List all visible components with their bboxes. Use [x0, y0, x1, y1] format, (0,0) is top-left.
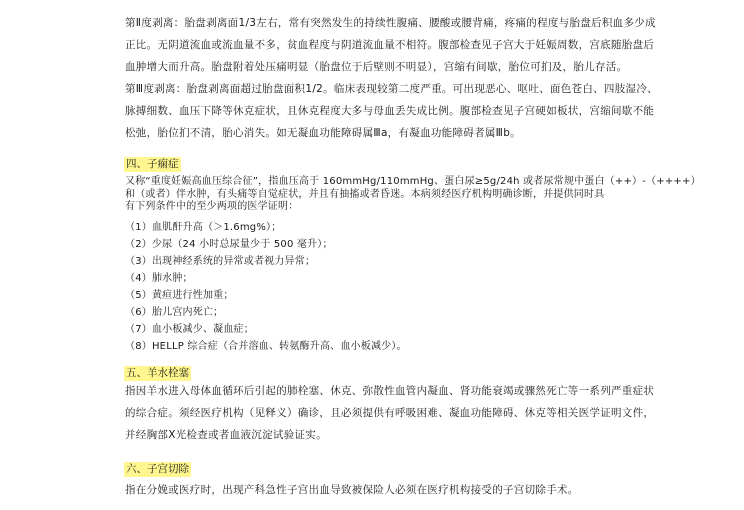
- eclampsia-criteria-list: [125, 219, 725, 355]
- criteria-item-5: （5）黄疸进行性加重；: [125, 290, 234, 301]
- stage2-paragraph: [125, 12, 725, 78]
- amniotic-embolism-paragraph: [125, 380, 725, 446]
- eclampsia-intro-line-2: 和（或者）伴水肿，有头痛等自觉症状，并且有抽搐或者昏迷。本病须经医疗机构明确诊断，并提供同时具: [125, 188, 605, 200]
- stage3-line-1: 第Ⅲ度剥离：胎盘剥离面超过胎盘面积1/2。临床表现较第二度严重。可出现恶心、呕吐、面色苍白、四肢湿冷、: [125, 83, 658, 95]
- criteria-item-8: （8）HELLP 综合症（合并溶血、转氨酶升高、血小板减少）。: [125, 341, 407, 352]
- stage2-line-1: 第Ⅱ度剥离：胎盘剥离面1/3左右，常有突然发生的持续性腹痛、腰酸或腰背痛，疼痛的程度与胎盘后积血多少成: [125, 17, 656, 29]
- criteria-item-3: （3）出现神经系统的异常或者视力异常；: [125, 256, 316, 267]
- hysterectomy-heading: 六、子宫切除: [126, 463, 189, 475]
- amniotic-line-2: 的综合症。须经医疗机构（见释义）确诊，且必须提供有呼吸困难、凝血功能障碍、休克等相关医学证明文件，: [125, 407, 655, 419]
- criteria-item-6: （6）胎儿宫内死亡；: [125, 307, 224, 318]
- stage2-line-3: 血肿增大而升高。胎盘附着处压痛明显（胎盘位于后壁则不明显），宫缩有间歇，胎位可扪及，胎儿存活。: [125, 61, 628, 73]
- criteria-item-4: （4）肺水肿；: [125, 273, 193, 284]
- eclampsia-intro-line-3: 有下列条件中的至少两项的医学证明：: [125, 201, 299, 212]
- amniotic-line-1: 指因羊水进入母体血循环后引起的肺栓塞、休克、弥散性血管内凝血、肾功能衰竭或骤然死亡等一系列严重症状: [125, 385, 655, 397]
- stage2-line-2: 正比。无阴道流血或流血量不多，贫血程度与阴道流血量不相符。腹部检查见子宫大于妊娠周数，宫底随胎盘后: [125, 39, 655, 51]
- hysterectomy-paragraph: [125, 479, 725, 501]
- stage3-paragraph: [125, 78, 725, 144]
- eclampsia-intro-line-1: 又称“重度妊娠高血压综合征”，指血压高于 160mmHg/110mmHg、蛋白尿≥5g/24h 或者尿常规中蛋白（++）-（++++）: [125, 176, 701, 187]
- stage3-line-3: 松弛，胎位扪不清，胎心消失。如无凝血功能障碍属Ⅲa，有凝血功能障碍者属Ⅲb。: [125, 127, 521, 139]
- amniotic-line-3: 并经胸部X光检查或者血液沉淀试验证实。: [125, 429, 327, 441]
- criteria-item-7: （7）血小板减少、凝血症；: [125, 324, 254, 335]
- hysterectomy-line-1: 指在分娩或医疗时，出现产科急性子宫出血导致被保险人必须在医疗机构接受的子宫切除手术。: [125, 484, 579, 496]
- eclampsia-heading: 四、子痫症: [126, 158, 179, 170]
- stage3-line-2: 脉搏细数、血压下降等休克症状，且休克程度大多与母血丢失成比例。腹部检查见子宫硬如板状，宫缩间歇不能: [125, 105, 655, 117]
- criteria-item-2: （2）少尿（24 小时总尿量少于 500 毫升）；: [125, 239, 333, 250]
- criteria-item-1: （1）血肌酐升高（＞1.6mg%）；: [125, 222, 282, 233]
- eclampsia-intro: [125, 176, 725, 214]
- amniotic-embolism-heading: 五、羊水栓塞: [126, 367, 189, 379]
